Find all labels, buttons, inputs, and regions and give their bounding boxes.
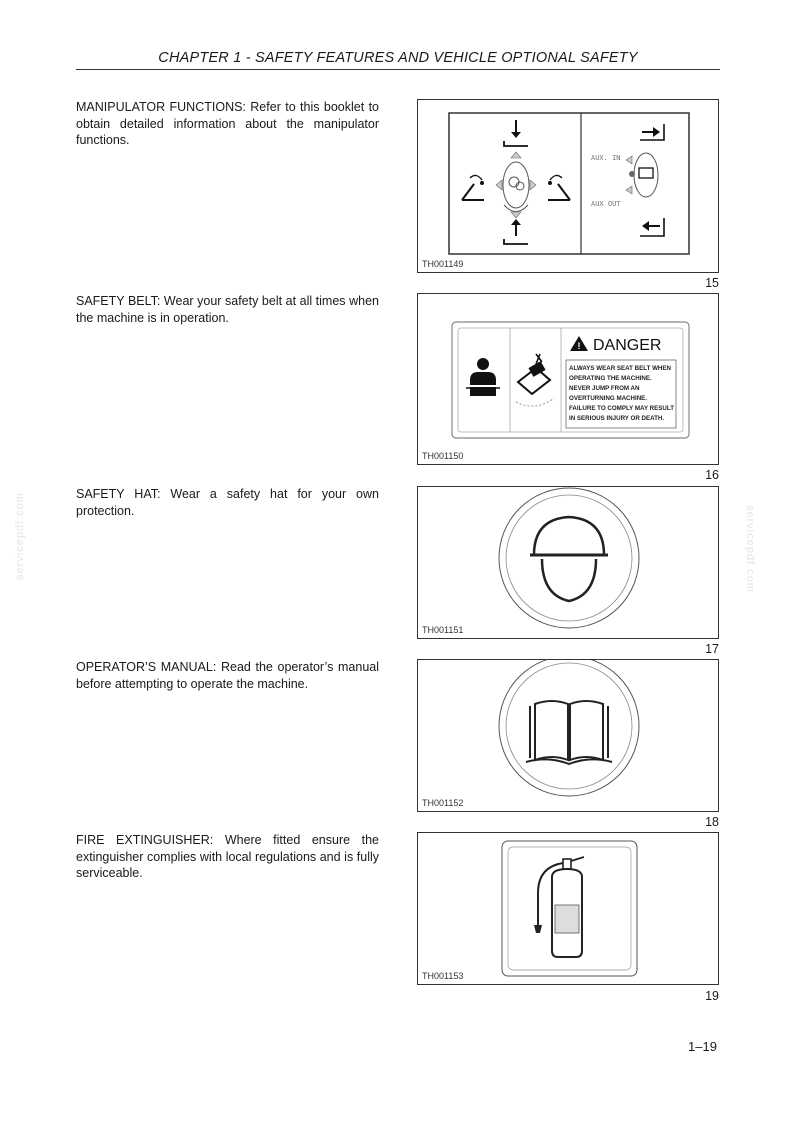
- figure-code: TH001152: [422, 798, 464, 808]
- chapter-header: CHAPTER 1 - SAFETY FEATURES AND VEHICLE OPTIONAL SAFETY: [158, 50, 638, 66]
- figure-safety-belt: [417, 293, 719, 465]
- fire-extinguisher-text: FIRE EXTINGUISHER: Where fitted ensure the extinguisher complies with local regulations and is fully serviceable.: [76, 833, 379, 880]
- figure-number: 19: [705, 989, 719, 1003]
- watermark-right: servicepdf.com: [744, 505, 756, 593]
- safety-hat-icon: [418, 487, 720, 640]
- danger-line: OVERTURNING MACHINE.: [569, 395, 648, 402]
- danger-title: DANGER: [593, 337, 662, 354]
- figure-number: 17: [705, 642, 719, 656]
- danger-line: FAILURE TO COMPLY MAY RESULT: [569, 405, 674, 412]
- header-rule: [76, 69, 720, 70]
- manipulator-decal-icon: [418, 100, 720, 274]
- svg-text:!: !: [577, 341, 581, 351]
- aux-in-label: AUX. IN: [591, 154, 621, 162]
- figure-code: TH001151: [422, 625, 464, 635]
- figure-code: TH001153: [422, 971, 464, 981]
- figure-safety-hat: [417, 486, 719, 639]
- fire-extinguisher-icon: [418, 833, 720, 986]
- watermark-left: servicepdf.com: [14, 492, 26, 580]
- safety-belt-text: SAFETY BELT: Wear your safety belt at all times when the machine is in operation.: [76, 294, 379, 325]
- aux-out-label: AUX OUT: [591, 200, 621, 208]
- book-icon: [418, 660, 720, 813]
- figure-code: TH001150: [422, 451, 464, 461]
- danger-line: IN SERIOUS INJURY OR DEATH.: [569, 415, 665, 422]
- figure-number: 16: [705, 468, 719, 482]
- safety-hat-text: SAFETY HAT: Wear a safety hat for your own protection.: [76, 487, 379, 518]
- danger-decal-icon: [418, 294, 720, 466]
- figure-fire-extinguisher: [417, 832, 719, 985]
- figure-operators-manual: [417, 659, 719, 812]
- figure-number: 18: [705, 815, 719, 829]
- figure-number: 15: [705, 276, 719, 290]
- danger-line: NEVER JUMP FROM AN: [569, 385, 640, 392]
- page-number: 1–19: [688, 1039, 717, 1054]
- manipulator-functions-text: MANIPULATOR FUNCTIONS: Refer to this booklet to obtain detailed information about the manipulator functions.: [76, 100, 379, 147]
- operators-manual-text: OPERATOR’S MANUAL: Read the operator’s manual before attempting to operate the machine.: [76, 660, 379, 691]
- danger-line: ALWAYS WEAR SEAT BELT WHEN: [569, 365, 671, 372]
- figure-manipulator-functions: [417, 99, 719, 273]
- figure-code: TH001149: [422, 259, 464, 269]
- danger-line: OPERATING THE MACHINE.: [569, 375, 652, 382]
